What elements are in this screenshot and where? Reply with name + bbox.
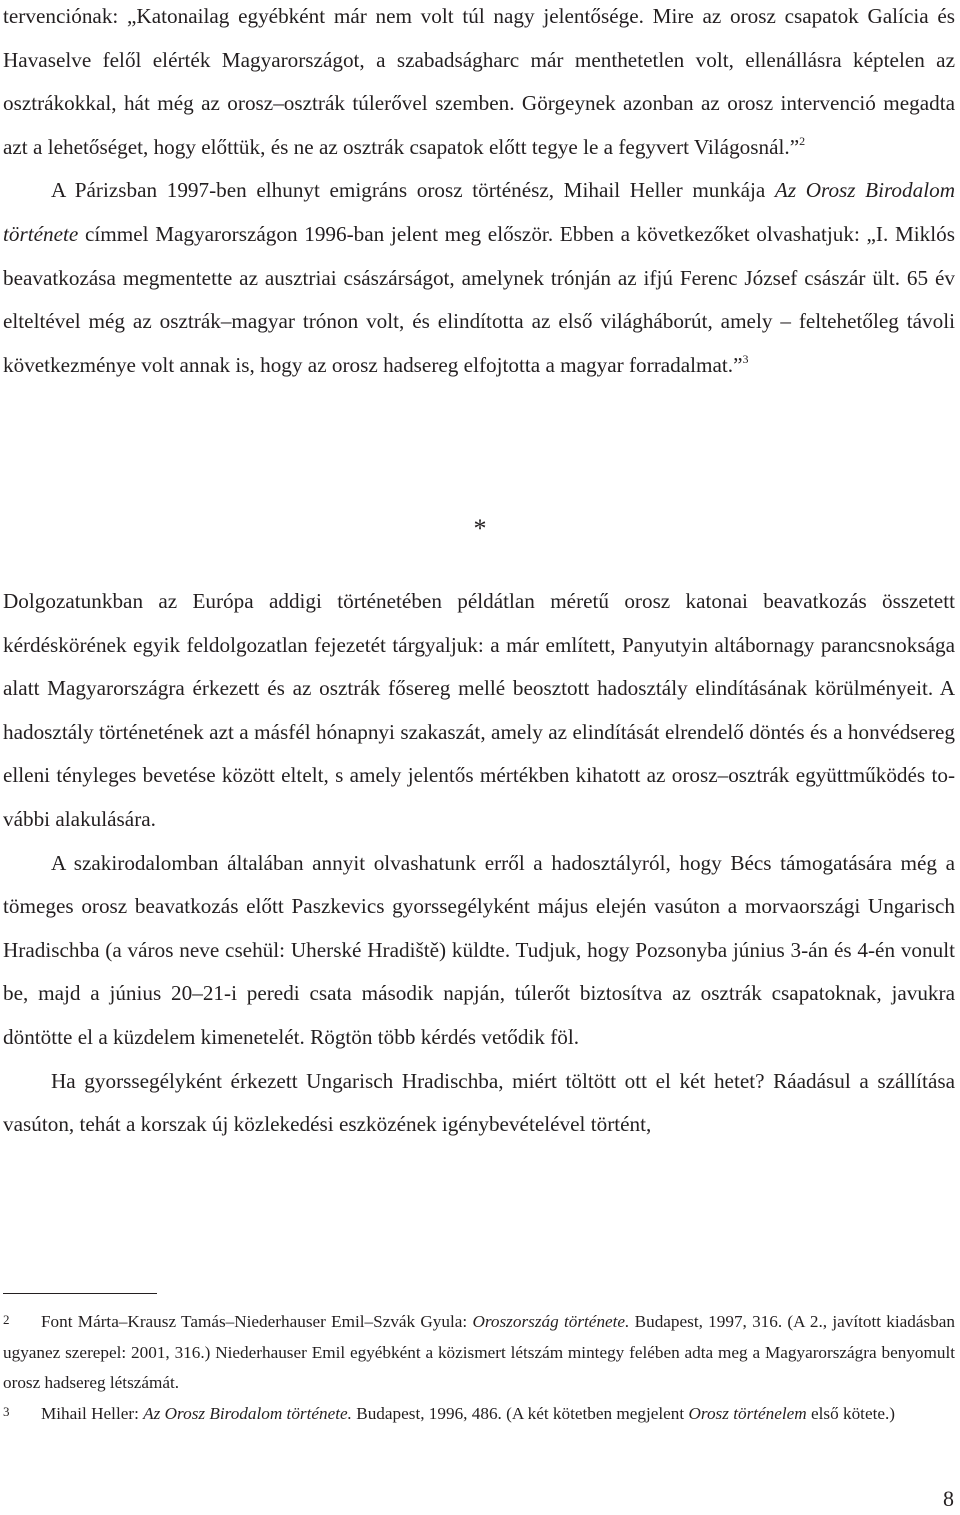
footnote-text: első kötete.) [806, 1403, 896, 1423]
body-text-main [3, 580, 955, 1147]
paragraph-intro: Dolgozatunkban az Európa addigi történetében példátlan méretű orosz katonai beavatkozás összetett kérdéskörének egyik feldolgozatlan fejezetét tárgyaljuk: a már említett, Panyutyin altábornagy parancsnoksága alatt Magyarországra érkezett és az osztrák fősereg mellé beosztott hadosztály elindításának körülményeit. A hadosztály történetének azt a másfél hónapnyi szakaszát, amely az elindítását elrendelő döntés és a honvédsereg elleni tényleges bevetése között eltelt, s amely jelentős mértékben kihatott az orosz–osztrák együttműködés további alakulására. [3, 589, 955, 831]
paragraph-text: tervenciónak: „Katonailag egyébként már nem volt túl nagy jelentősége. Mire az orosz csapatok Galícia és Havaselve felől elérték Magyarországot, a szabadságharc már menthetetlen volt, ellenállásra képtelen az osztrákokkal, hát még az orosz–osztrák túlerővel szemben. Görgeynek azonban az orosz intervenció megadta azt a lehetőséget, hogy előttük, és ne az osztrák csapatok előtt tegye le a fegyvert Világosnál.” [3, 4, 955, 159]
footnote-text: Budapest, 1996, 486. (A két kötetben megjelent [351, 1403, 689, 1423]
paragraph-quote-continuation [3, 0, 955, 169]
paragraph-text: címmel Magyarországon 1996-ban jelent meg először. Ebben a következőket olvashatjuk: „I. Miklós beavatkozása megmentette az ausztriai császárságot, amelynek trónján az ifjú Ferenc József császár ült. 65 év elteltével még az osztrák–magyar trónon volt, és elindította az első világháborút, amely – feltehetőleg távoli következménye volt annak is, hogy az orosz hadsereg elfojtotta a magyar forradalmat.” [3, 221, 955, 377]
footnote-ref-3: 3 [742, 351, 749, 366]
book-title: Az Orosz Birodalom története [3, 178, 955, 246]
footnote-text: Budapest, 1997, 316. (A 2., javított kiadásban ugyanez szerepel: 2001, 316.) Niederhauser Emil egyébként a közismert létszám mintegy felében adta meg a Magyarországra benyomult orosz hadsereg létszámát. [3, 1312, 955, 1392]
footnote-book-title: Az Orosz Birodalom története. [143, 1403, 352, 1423]
footnote-ref-2: 2 [799, 133, 806, 148]
footnotes [3, 1307, 955, 1429]
paragraph-heller [3, 169, 955, 387]
paragraph-text: A Párizsban 1997-ben elhunyt emigráns orosz történész, Mihail Heller munkája [51, 178, 775, 203]
section-divider-asterisk: * [473, 514, 487, 543]
page-number: 8 [943, 1486, 954, 1511]
footnote-text: Font Márta–Krausz Tamás–Niederhauser Emil–Szvák Gyula: [41, 1312, 473, 1331]
footnote-2: 2 Font Márta–Krausz Tamás–Niederhauser Emil–Szvák Gyula: Oroszország története. Budapest, 1997, 316. (A 2., javított kiadásban ugyanez szerepel: 2001, 316.) Niederhauser Emil egyébként a közismert létszám mintegy felében adta meg a Magyarországra benyomult orosz hadsereg létszámát. [3, 1312, 955, 1392]
footnote-series-title: Orosz történelem [688, 1403, 807, 1423]
paragraph-literature: A szakirodalomban általában annyit olvashatunk erről a hadosztályról, hogy Bécs támogatására még a tömeges orosz beavatkozás előtt Paszkevics gyorssegélyként május elején vasúton a morvaországi Ungarisch Hradischba (a város neve csehül: Uherské Hradiště) küldte. Tudjuk, hogy Pozsonyba június 3-án és 4-én vonult be, majd a június 20–21-i peredi csata második napján, túlerőt biztosítva az osztrák csapatoknak, javukra döntötte el a küzdelem kimenetelét. Rögtön több kérdés vetődik föl. [3, 850, 955, 1049]
footnote-separator [3, 1293, 157, 1294]
footnote-text: Mihail Heller: [41, 1403, 144, 1423]
body-text-top [3, 0, 955, 387]
footnote-3: 3 Mihail Heller: Az Orosz Birodalom története. Budapest, 1996, 486. (A két kötetben megjelent Orosz történelem első kötete.) [3, 1403, 896, 1423]
footnote-book-title: Oroszország története. [472, 1312, 630, 1331]
paragraph-question: Ha gyorssegélyként érkezett Ungarisch Hradischba, miért töltött ott el két hetet? Ráadásul a szállítása vasúton, tehát a korszak új közlekedési eszközének igénybevételével történt, [3, 1068, 955, 1137]
